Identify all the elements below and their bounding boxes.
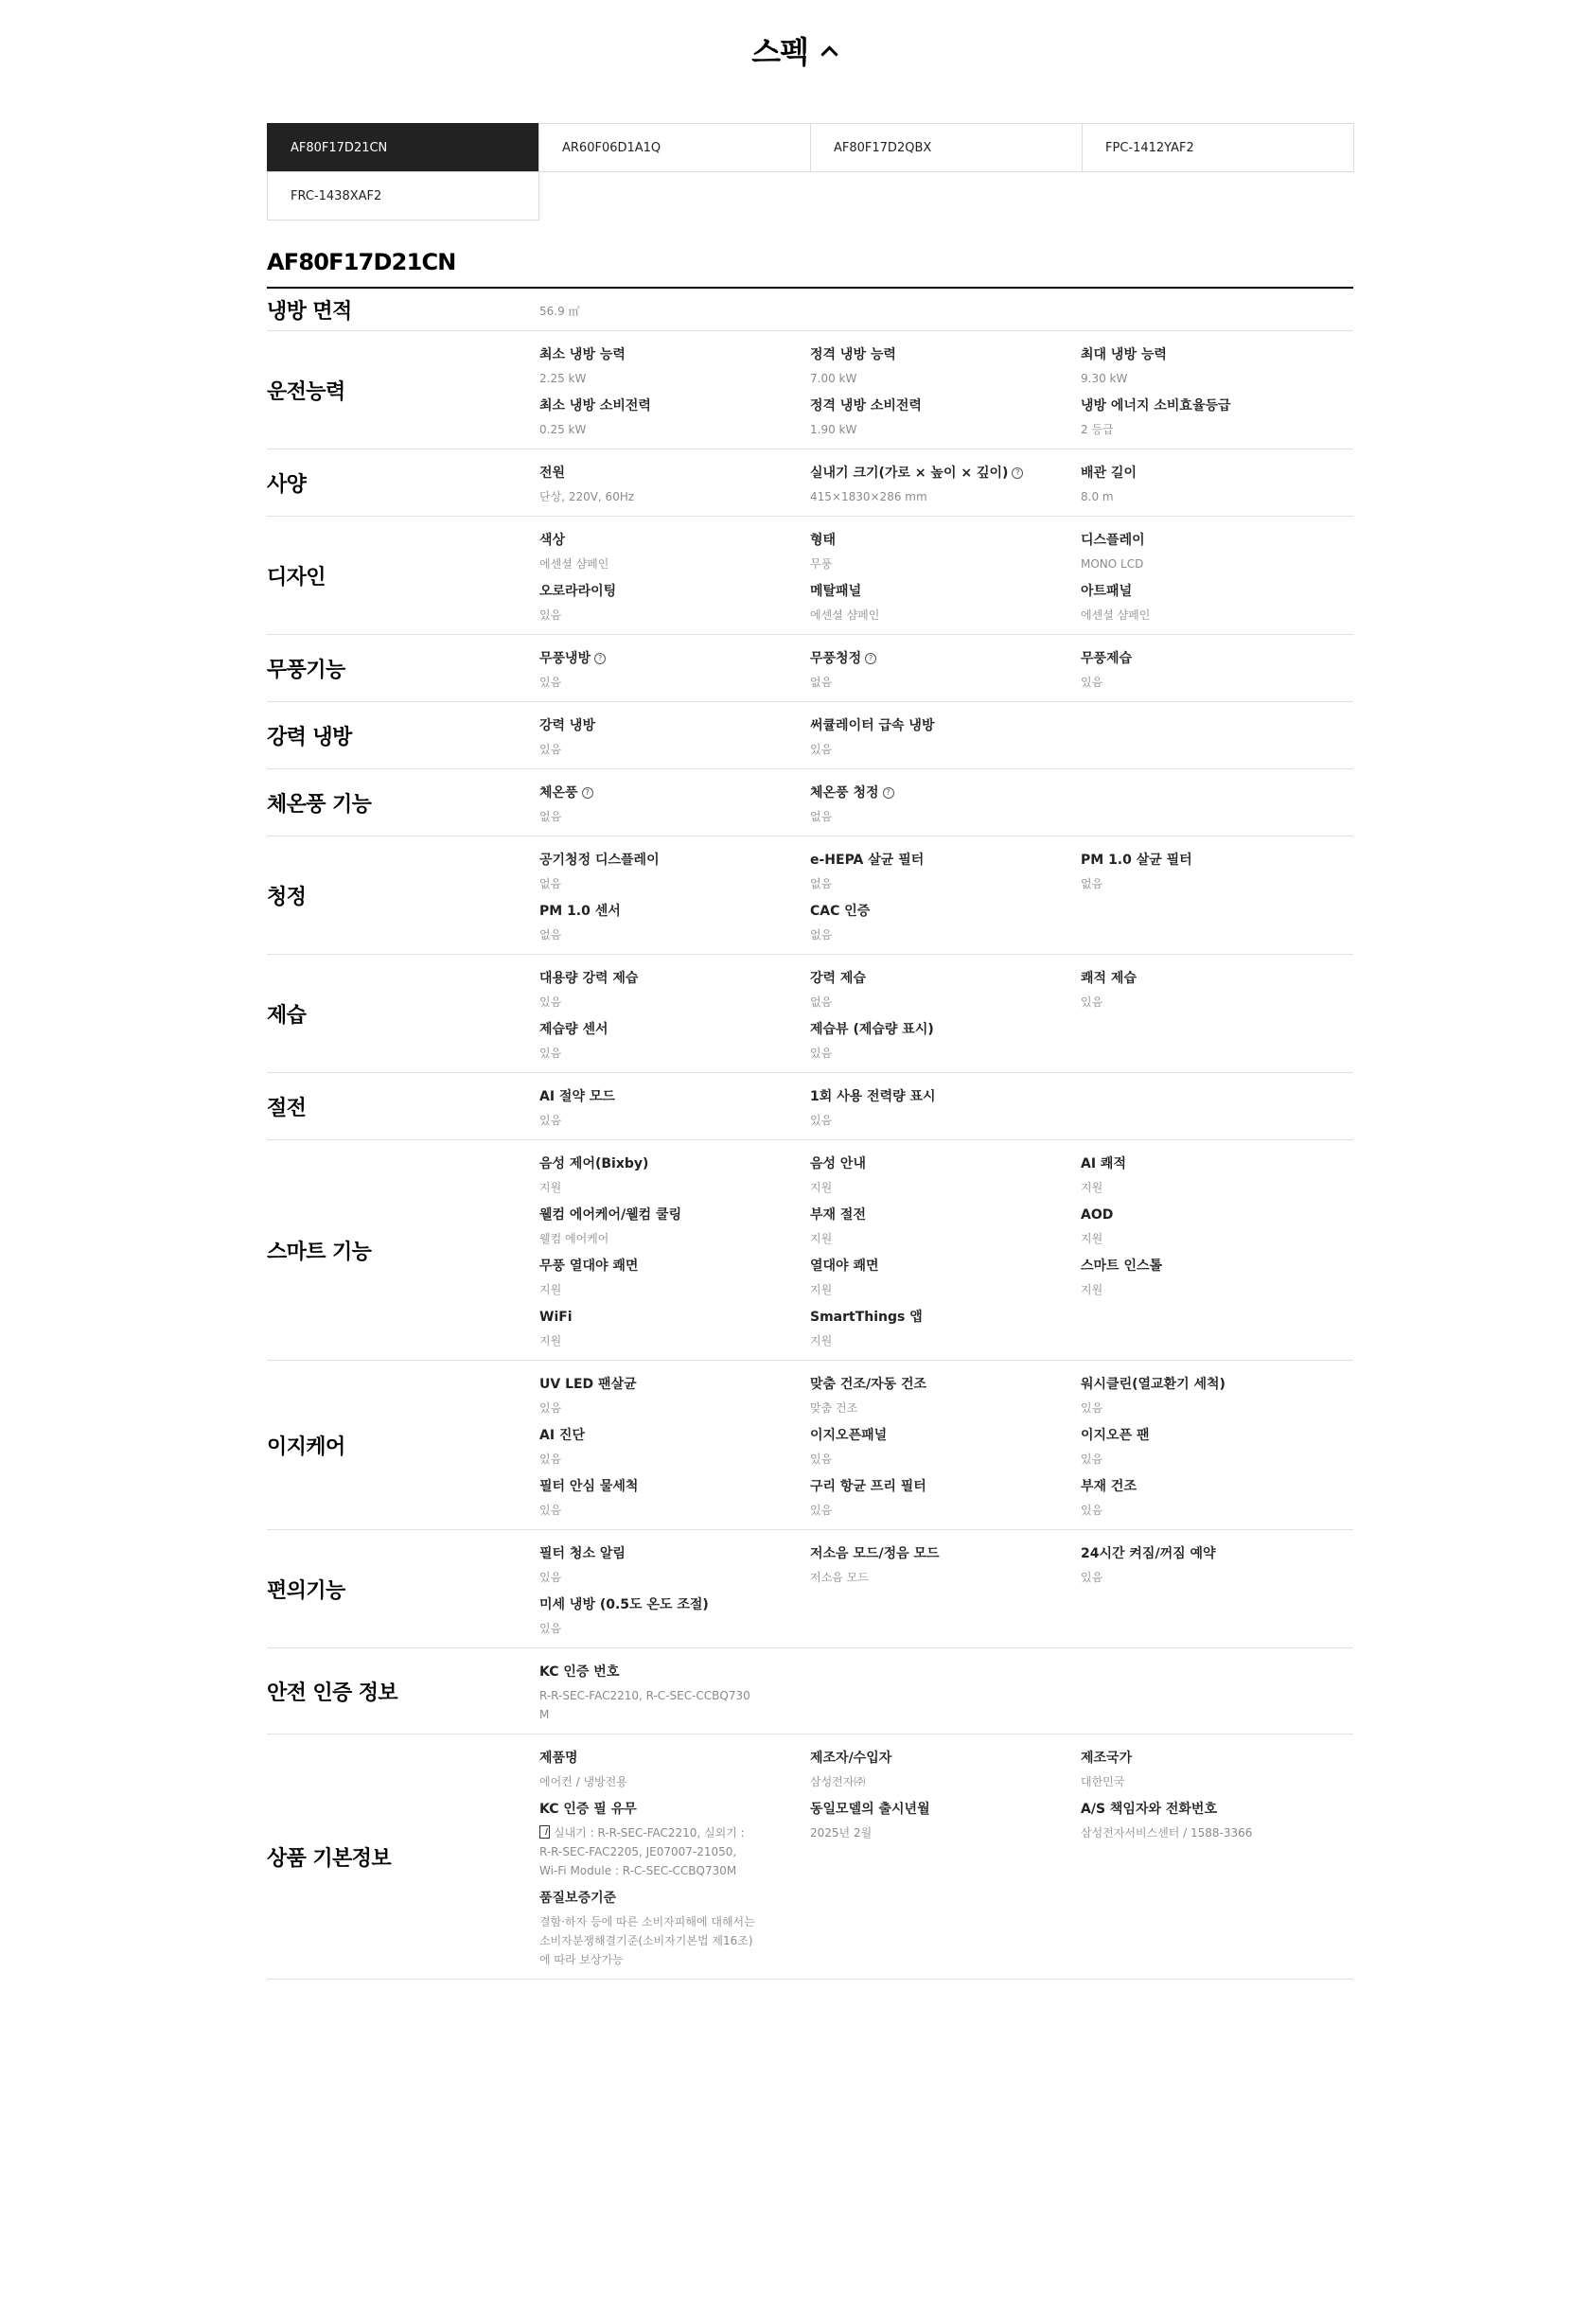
spec-item <box>1081 1374 1351 1417</box>
spec-value: 실내기 : R-R-SEC-FAC2210, 실외기 : R-R-SEC-FAC2205, JE07007-21050, Wi-Fi Module : R-C-SEC-CCBQ730M <box>539 1826 745 1877</box>
spec-label: 전원 <box>539 466 566 481</box>
spec-item <box>810 463 1081 506</box>
spec-items <box>539 1073 1353 1139</box>
spec-label: 제습뷰 (제습량 표시) <box>810 1022 934 1037</box>
spec-item <box>539 530 810 573</box>
spec-label: 필터 청소 알림 <box>539 1546 626 1561</box>
spec-value: 없음 <box>810 995 833 1009</box>
spec-items <box>539 635 1353 701</box>
spec-row <box>267 1140 1353 1361</box>
spec-category: 운전능력 <box>267 379 345 404</box>
spec-label: PM 1.0 센서 <box>539 904 621 919</box>
help-icon[interactable]: ? <box>865 653 876 664</box>
spec-item <box>1081 1153 1351 1197</box>
spec-value: 에어컨 / 냉방전용 <box>539 1775 627 1788</box>
spec-value: 없음 <box>810 810 833 823</box>
spec-row <box>267 769 1353 836</box>
spec-item <box>810 968 1081 1012</box>
spec-label: KC 인증 번호 <box>539 1664 620 1680</box>
spec-value: 있음 <box>1081 1571 1103 1584</box>
spec-items <box>539 702 1353 768</box>
spec-item <box>539 901 810 944</box>
spec-value: 있음 <box>1081 1401 1103 1415</box>
spec-label: 필터 안심 물세척 <box>539 1479 639 1494</box>
spec-category: 냉방 면적 <box>267 299 352 324</box>
spec-label: 제조자/수입자 <box>810 1751 892 1766</box>
spec-item <box>810 901 1081 944</box>
tab-model[interactable]: FPC-1412YAF2 <box>1082 123 1354 172</box>
spec-category: 상품 기본정보 <box>267 1846 391 1871</box>
spec-value: MONO LCD <box>1081 557 1144 571</box>
spec-item <box>1081 1425 1351 1469</box>
spec-value: 있음 <box>1081 995 1103 1009</box>
spec-value: 1.90 kW <box>810 423 857 436</box>
spec-value: 있음 <box>539 995 562 1009</box>
model-title: AF80F17D21CN <box>267 249 1353 289</box>
help-icon[interactable]: ? <box>1012 467 1023 479</box>
spec-item <box>539 1476 810 1520</box>
spec-items <box>539 836 1353 954</box>
spec-value: 지원 <box>810 1232 833 1245</box>
spec-label: CAC 인증 <box>810 904 871 919</box>
spec-row <box>267 517 1353 635</box>
spec-label: 쾌적 제습 <box>1081 971 1137 986</box>
spec-category: 무풍기능 <box>267 658 345 682</box>
spec-item <box>539 1748 810 1791</box>
spec-item <box>810 783 1081 826</box>
spec-value: 지원 <box>1081 1283 1103 1296</box>
spec-item <box>810 1019 1081 1063</box>
spec-label: 저소음 모드/정음 모드 <box>810 1546 940 1561</box>
spec-label: 부재 절전 <box>810 1207 866 1223</box>
spec-category: 이지케어 <box>267 1435 345 1459</box>
spec-item <box>539 1425 810 1469</box>
spec-item <box>1081 344 1351 388</box>
spec-item <box>810 1256 1081 1299</box>
spec-item <box>810 1086 1081 1130</box>
spec-items <box>539 331 1353 449</box>
spec-value: 415×1830×286 mm <box>810 490 927 503</box>
spec-item <box>539 715 810 759</box>
spec-value: 맞춤 건조 <box>810 1401 858 1415</box>
spec-label: 최소 냉방 소비전력 <box>539 398 651 414</box>
spec-value: 지원 <box>1081 1181 1103 1194</box>
spec-value: 있음 <box>539 1114 562 1127</box>
spec-item <box>810 396 1081 439</box>
spec-value: R-R-SEC-FAC2210, R-C-SEC-CCBQ730 M <box>539 1689 750 1721</box>
spec-value: 있음 <box>1081 676 1103 689</box>
spec-value: 없음 <box>810 676 833 689</box>
spec-value: 8.0 m <box>1081 490 1114 503</box>
spec-item <box>810 1543 1081 1587</box>
spec-value: 있음 <box>539 1504 562 1517</box>
spec-label: 음성 안내 <box>810 1156 866 1171</box>
spec-value: 있음 <box>810 1504 833 1517</box>
spec-row <box>267 836 1353 955</box>
spec-value: 지원 <box>810 1334 833 1347</box>
spec-row <box>267 331 1353 449</box>
spec-label: 메탈패널 <box>810 584 862 599</box>
spec-item <box>810 581 1081 625</box>
spec-label: 워시클린(열교환기 세척) <box>1081 1377 1226 1392</box>
spec-category: 안전 인증 정보 <box>267 1681 398 1705</box>
spec-label: 품질보증기준 <box>539 1891 617 1906</box>
spec-label: AI 절약 모드 <box>539 1089 615 1104</box>
spec-category: 디자인 <box>267 565 326 590</box>
spec-label: 강력 제습 <box>810 971 866 986</box>
spec-items <box>539 449 1353 516</box>
spec-item <box>1081 1799 1351 1880</box>
spec-value: 지원 <box>810 1283 833 1296</box>
spec-label: 부재 건조 <box>1081 1479 1137 1494</box>
spec-label: 정격 냉방 소비전력 <box>810 398 922 414</box>
spec-item <box>810 1476 1081 1520</box>
spec-label: 이지오픈 팬 <box>1081 1428 1150 1443</box>
spec-row <box>267 635 1353 702</box>
spec-value: 있음 <box>1081 1504 1103 1517</box>
spec-value: 없음 <box>539 928 562 942</box>
spec-item <box>1081 968 1351 1012</box>
spec-value: 2025년 2월 <box>810 1826 873 1840</box>
spec-label: 미세 냉방 (0.5도 온도 조절) <box>539 1597 709 1612</box>
spec-label: 형태 <box>810 533 837 548</box>
spec-label: A/S 책임자와 전화번호 <box>1081 1802 1217 1817</box>
spec-item <box>810 1799 1081 1880</box>
spec-label: 냉방 에너지 소비효율등급 <box>1081 398 1231 414</box>
spec-value: 에센셜 샴페인 <box>1081 608 1151 622</box>
page-header <box>0 28 1587 72</box>
model-tabs <box>267 123 1353 220</box>
spec-item <box>539 581 810 625</box>
spec-value: 단상, 220V, 60Hz <box>539 490 635 503</box>
spec-label: 아트패널 <box>1081 584 1133 599</box>
spec-label: 디스플레이 <box>1081 533 1145 548</box>
spec-items <box>539 769 1353 836</box>
spec-label: 웰컴 에어케어/웰컴 쿨링 <box>539 1207 682 1223</box>
spec-row <box>267 1530 1353 1648</box>
spec-value: 지원 <box>539 1181 562 1194</box>
spec-label: 스마트 인스톨 <box>1081 1259 1163 1274</box>
spec-item <box>539 1594 810 1638</box>
spec-item <box>810 530 1081 573</box>
spec-row <box>267 1361 1353 1530</box>
spec-value: 있음 <box>810 1047 833 1060</box>
spec-value: 있음 <box>810 1452 833 1466</box>
spec-row <box>267 955 1353 1073</box>
spec-value: 9.30 kW <box>1081 372 1128 385</box>
spec-label: 무풍제습 <box>1081 651 1133 666</box>
spec-item <box>810 1748 1081 1791</box>
spec-item <box>539 1888 810 1969</box>
spec-category: 사양 <box>267 472 307 497</box>
spec-value: 무풍 <box>810 557 833 571</box>
tab-model[interactable]: AF80F17D21CN <box>267 123 539 172</box>
spec-item <box>539 1256 810 1299</box>
spec-label: 색상 <box>539 533 566 548</box>
spec-label: WiFi <box>539 1310 573 1325</box>
spec-value: 지원 <box>539 1334 562 1347</box>
chevron-up-icon <box>820 45 838 62</box>
spec-item <box>539 1205 810 1248</box>
spec-value: 있음 <box>1081 1452 1103 1466</box>
spec-item <box>539 463 810 506</box>
spec-item <box>1081 1476 1351 1520</box>
spec-category: 편의기능 <box>267 1578 345 1603</box>
spec-label: 체온풍 ? <box>539 783 791 803</box>
spec-item <box>810 648 1081 692</box>
spec-item <box>810 344 1081 388</box>
spec-label: 음성 제어(Bixby) <box>539 1156 649 1171</box>
spec-row <box>267 702 1353 769</box>
spec-category: 스마트 기능 <box>267 1240 372 1264</box>
spec-value: 없음 <box>539 877 562 890</box>
spec-value: 없음 <box>539 810 562 823</box>
spec-label: e-HEPA 살균 필터 <box>810 853 925 868</box>
spec-item <box>1081 396 1351 439</box>
spec-label: 구리 항균 프리 필터 <box>810 1479 926 1494</box>
spec-label: 이지오픈패널 <box>810 1428 888 1443</box>
spec-label: SmartThings 앱 <box>810 1310 923 1325</box>
spec-value: 대한민국 <box>1081 1775 1125 1788</box>
spec-label: 오로라라이팅 <box>539 584 617 599</box>
spec-value: 있음 <box>810 1114 833 1127</box>
spec-item <box>810 1425 1081 1469</box>
spec-label: AOD <box>1081 1207 1114 1223</box>
spec-item <box>539 1543 810 1587</box>
spec-item <box>810 850 1081 893</box>
spec-label: 최소 냉방 능력 <box>539 347 626 362</box>
spec-items <box>539 1530 1353 1647</box>
spec-item <box>810 1153 1081 1197</box>
spec-item <box>539 344 810 388</box>
spec-label: 써큘레이터 급속 냉방 <box>810 718 935 733</box>
spec-value: 지원 <box>539 1283 562 1296</box>
spec-item <box>1081 850 1351 893</box>
spec-item <box>539 1374 810 1417</box>
spec-item <box>810 1205 1081 1248</box>
spec-label: 맞춤 건조/자동 건조 <box>810 1377 927 1392</box>
spec-value: 있음 <box>539 1452 562 1466</box>
spec-label: 열대야 쾌면 <box>810 1259 879 1274</box>
spec-label: 무풍 열대야 쾌면 <box>539 1259 639 1274</box>
spec-label: 최대 냉방 능력 <box>1081 347 1167 362</box>
spec-item <box>810 715 1081 759</box>
spec-item <box>1081 1205 1351 1248</box>
spec-category: 강력 냉방 <box>267 725 352 749</box>
spec-value: 7.00 kW <box>810 372 857 385</box>
spec-category: 청정 <box>267 885 307 909</box>
spec-item <box>1081 530 1351 573</box>
spec-category: 절전 <box>267 1096 307 1120</box>
spec-table <box>267 289 1353 1980</box>
spec-value: 없음 <box>810 928 833 942</box>
spec-value: 56.9 ㎡ <box>539 305 580 318</box>
spec-item <box>539 396 810 439</box>
help-icon[interactable]: ? <box>582 787 593 799</box>
spec-label: 제품명 <box>539 1751 578 1766</box>
spec-label: 강력 냉방 <box>539 718 595 733</box>
spec-row <box>267 1648 1353 1734</box>
spec-label: 실내기 크기(가로 × 높이 × 깊이) ? <box>810 463 1062 484</box>
spec-value: 에센셜 샴페인 <box>810 608 880 622</box>
spec-value: 삼성전자㈜ <box>810 1775 866 1788</box>
spec-category: 제습 <box>267 1003 307 1028</box>
spec-items <box>539 517 1353 634</box>
spec-label: 제조국가 <box>1081 1751 1133 1766</box>
spec-item <box>1081 1256 1351 1299</box>
spec-item <box>539 1153 810 1197</box>
spec-label: UV LED 팬살균 <box>539 1377 637 1392</box>
spec-value: 있음 <box>539 743 562 756</box>
spec-label: AI 진단 <box>539 1428 585 1443</box>
spec-item <box>539 783 810 826</box>
spec-item <box>539 968 810 1012</box>
spec-label: AI 쾌적 <box>1081 1156 1126 1171</box>
spec-value: 있음 <box>539 1571 562 1584</box>
spec-toggle[interactable] <box>751 28 836 72</box>
tab-model[interactable]: AF80F17D2QBX <box>810 123 1083 172</box>
spec-value: 지원 <box>1081 1232 1103 1245</box>
spec-item <box>539 850 810 893</box>
spec-label: 제습량 센서 <box>539 1022 608 1037</box>
spec-label: KC 인증 필 유무 <box>539 1802 637 1817</box>
spec-label: 무풍냉방 ? <box>539 648 791 669</box>
spec-value: 저소음 모드 <box>810 1571 869 1584</box>
spec-item <box>539 1799 810 1880</box>
spec-value: 2 등급 <box>1081 423 1114 436</box>
spec-label: 대용량 강력 제습 <box>539 971 639 986</box>
spec-value: 있음 <box>539 1047 562 1060</box>
spec-value: 있음 <box>539 608 562 622</box>
spec-item <box>539 648 810 692</box>
spec-row <box>267 1734 1353 1980</box>
spec-value: 없음 <box>1081 877 1103 890</box>
spec-row <box>267 289 1353 331</box>
spec-value: 에센셜 샴페인 <box>539 557 609 571</box>
help-icon[interactable]: ? <box>883 787 894 799</box>
spec-item <box>1081 648 1351 692</box>
spec-label: 정격 냉방 능력 <box>810 347 896 362</box>
spec-value: 결함·하자 등에 따른 소비자피해에 대해서는 소비자분쟁해결기준(소비자기본법 제16조) 에 따라 보상가능 <box>539 1915 755 1966</box>
spec-label: 동일모델의 출시년월 <box>810 1802 930 1817</box>
spec-value: 삼성전자서비스센터 / 1588-3366 <box>1081 1826 1253 1840</box>
spec-value: 있음 <box>539 1622 562 1635</box>
spec-item <box>1081 1748 1351 1791</box>
spec-item <box>539 1307 810 1350</box>
spec-item <box>1081 581 1351 625</box>
spec-value: 없음 <box>810 877 833 890</box>
spec-item <box>1081 463 1351 506</box>
spec-value: 0.25 kW <box>539 423 587 436</box>
spec-items <box>539 1648 1353 1734</box>
spec-label: 24시간 켜짐/꺼짐 예약 <box>1081 1546 1216 1561</box>
spec-items <box>539 1734 1353 1979</box>
spec-label: 체온풍 청정 ? <box>810 783 1062 803</box>
spec-item <box>539 1086 810 1130</box>
help-icon[interactable]: ? <box>594 653 606 664</box>
spec-row <box>267 1073 1353 1140</box>
spec-item <box>1081 1543 1351 1587</box>
spec-value: 지원 <box>810 1181 833 1194</box>
spec-value: 있음 <box>539 676 562 689</box>
spec-label: 배관 길이 <box>1081 466 1137 481</box>
spec-value: 있음 <box>810 743 833 756</box>
spec-item <box>539 1019 810 1063</box>
kc-mark-icon <box>539 1825 550 1839</box>
spec-items <box>539 1361 1353 1529</box>
spec-category: 체온풍 기능 <box>267 792 372 817</box>
spec-items <box>539 289 1353 330</box>
spec-item <box>810 1374 1081 1417</box>
page-title: 스펙 <box>751 34 808 70</box>
spec-item <box>539 1662 810 1724</box>
spec-value: 웰컴 에어케어 <box>539 1232 609 1245</box>
spec-item <box>539 289 810 330</box>
spec-label: PM 1.0 살균 필터 <box>1081 853 1192 868</box>
tab-model[interactable]: AR60F06D1A1Q <box>538 123 811 172</box>
spec-item <box>810 1307 1081 1350</box>
spec-value: 2.25 kW <box>539 372 587 385</box>
spec-items <box>539 1140 1353 1360</box>
spec-value: 있음 <box>539 1401 562 1415</box>
spec-label: 무풍청정 ? <box>810 648 1062 669</box>
spec-items <box>539 955 1353 1072</box>
spec-label: 1회 사용 전력량 표시 <box>810 1089 936 1104</box>
spec-label: 공기청정 디스플레이 <box>539 853 660 868</box>
spec-row <box>267 449 1353 517</box>
tab-model[interactable]: FRC-1438XAF2 <box>267 171 539 220</box>
